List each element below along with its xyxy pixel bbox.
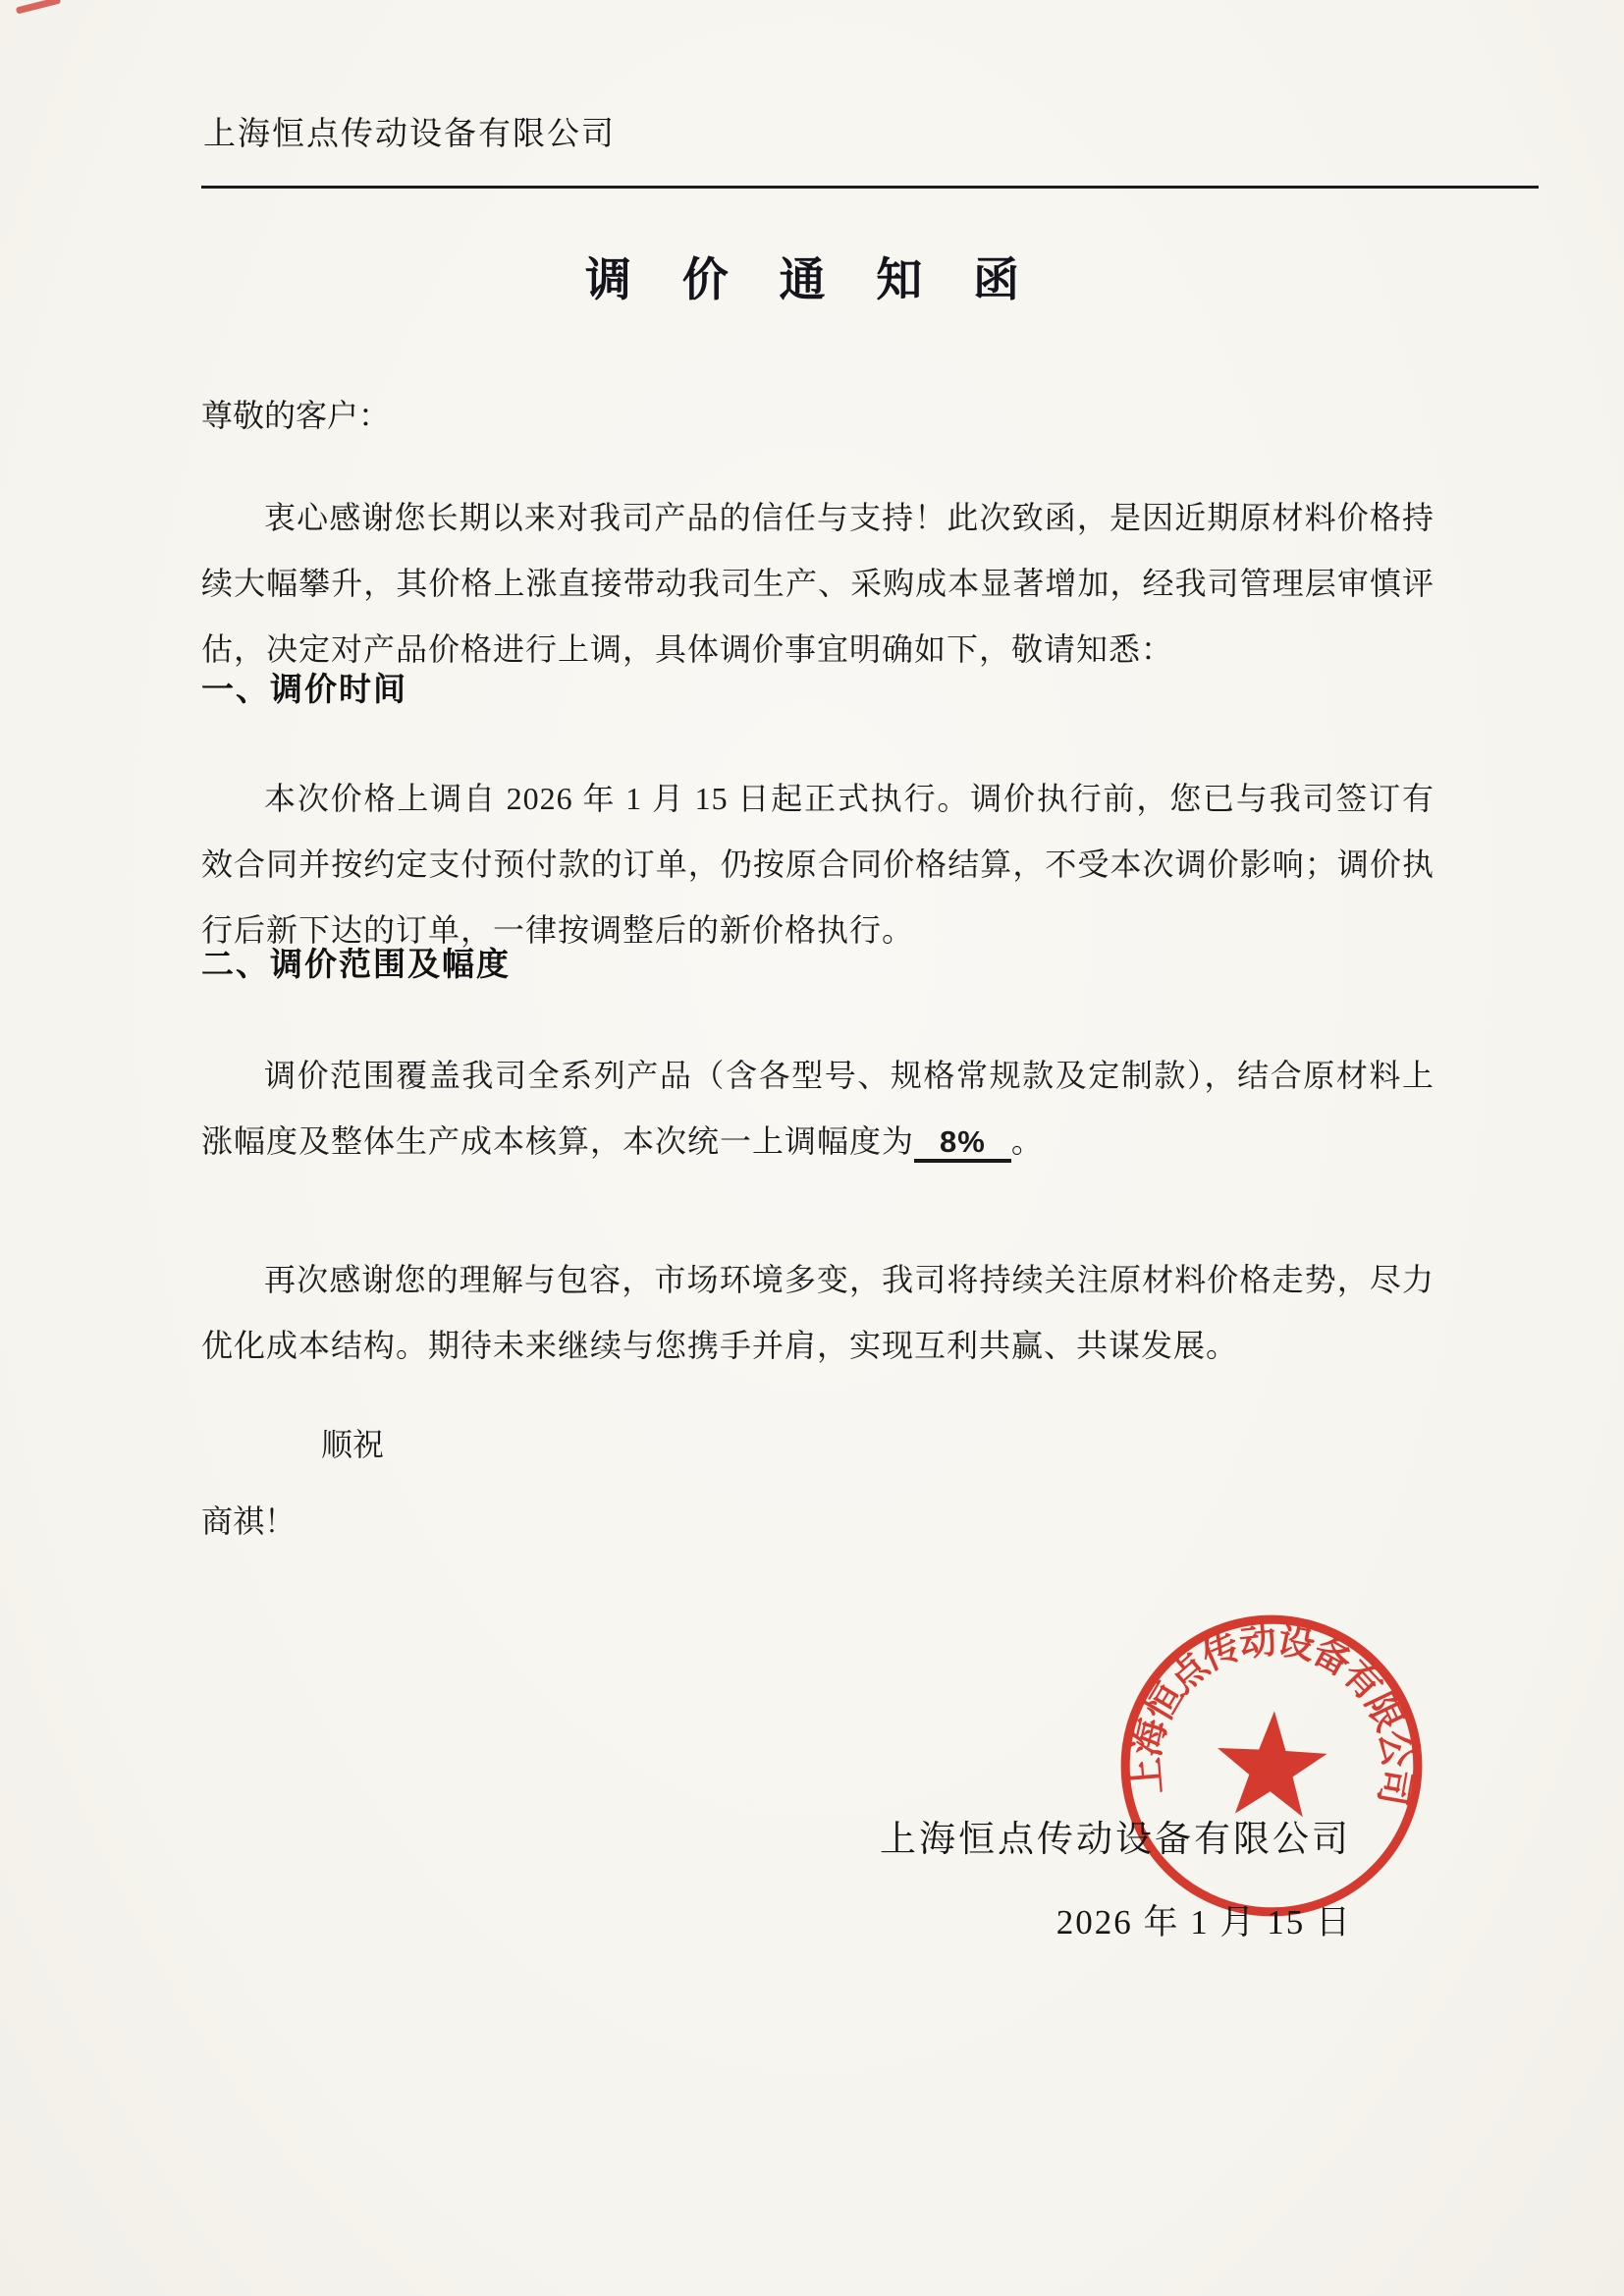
scan-artifact-mark <box>16 0 61 14</box>
letterhead-divider <box>201 186 1539 189</box>
section2-text-after-rate: 。 <box>1010 1123 1044 1159</box>
section1-heading: 一、调价时间 <box>201 671 407 707</box>
letterhead-company-name: 上海恒点传动设备有限公司 <box>203 117 616 152</box>
price-increase-rate: 8% <box>914 1124 1011 1163</box>
seal-arc-text: 上海恒点传动设备有限公司 <box>1124 1618 1419 1809</box>
signature-company-name: 上海恒点传动设备有限公司 <box>880 1820 1351 1860</box>
section2-paragraph <box>201 1043 1435 1175</box>
valediction-line1: 顺祝 <box>321 1427 385 1462</box>
intro-paragraph: 衷心感谢您长期以来对我司产品的信任与支持！此次致函，是因近期原材料价格持续大幅攀升，其价格上涨直接带动我司生产、采购成本显著增加，经我司管理层审慎评估，决定对产品价格进行上调，具体调价事宜明确如下，敬请知悉： <box>201 500 1435 667</box>
company-seal-stamp <box>1105 1599 1439 1934</box>
signature-date: 2026 年 1 月 15 日 <box>1056 1903 1352 1941</box>
section1-paragraph: 本次价格上调自 2026 年 1 月 15 日起正式执行。调价执行前，您已与我司签订有效合同并按约定支付预付款的订单，仍按原合同价格结算，不受本次调价影响；调价执行后新下达的订单，一律按调整后的新价格执行。 <box>201 781 1435 948</box>
section2-heading: 二、调价范围及幅度 <box>201 946 511 982</box>
seal-star-icon <box>1215 1708 1329 1818</box>
document-title: 调 价 通 知 函 <box>585 255 1039 306</box>
salutation: 尊敬的客户： <box>201 398 391 433</box>
section2-text-before-rate: 调价范围覆盖我司全系列产品（含各型号、规格常规款及定制款），结合原材料上涨幅度及整体生产成本核算，本次统一上调幅度为 <box>201 1058 1435 1159</box>
valediction-line2: 商祺！ <box>201 1503 297 1539</box>
closing-paragraph: 再次感谢您的理解与包容，市场环境多变，我司将持续关注原材料价格走势，尽力优化成本结构。期待未来继续与您携手并肩，实现互利共赢、共谋发展。 <box>201 1262 1435 1363</box>
